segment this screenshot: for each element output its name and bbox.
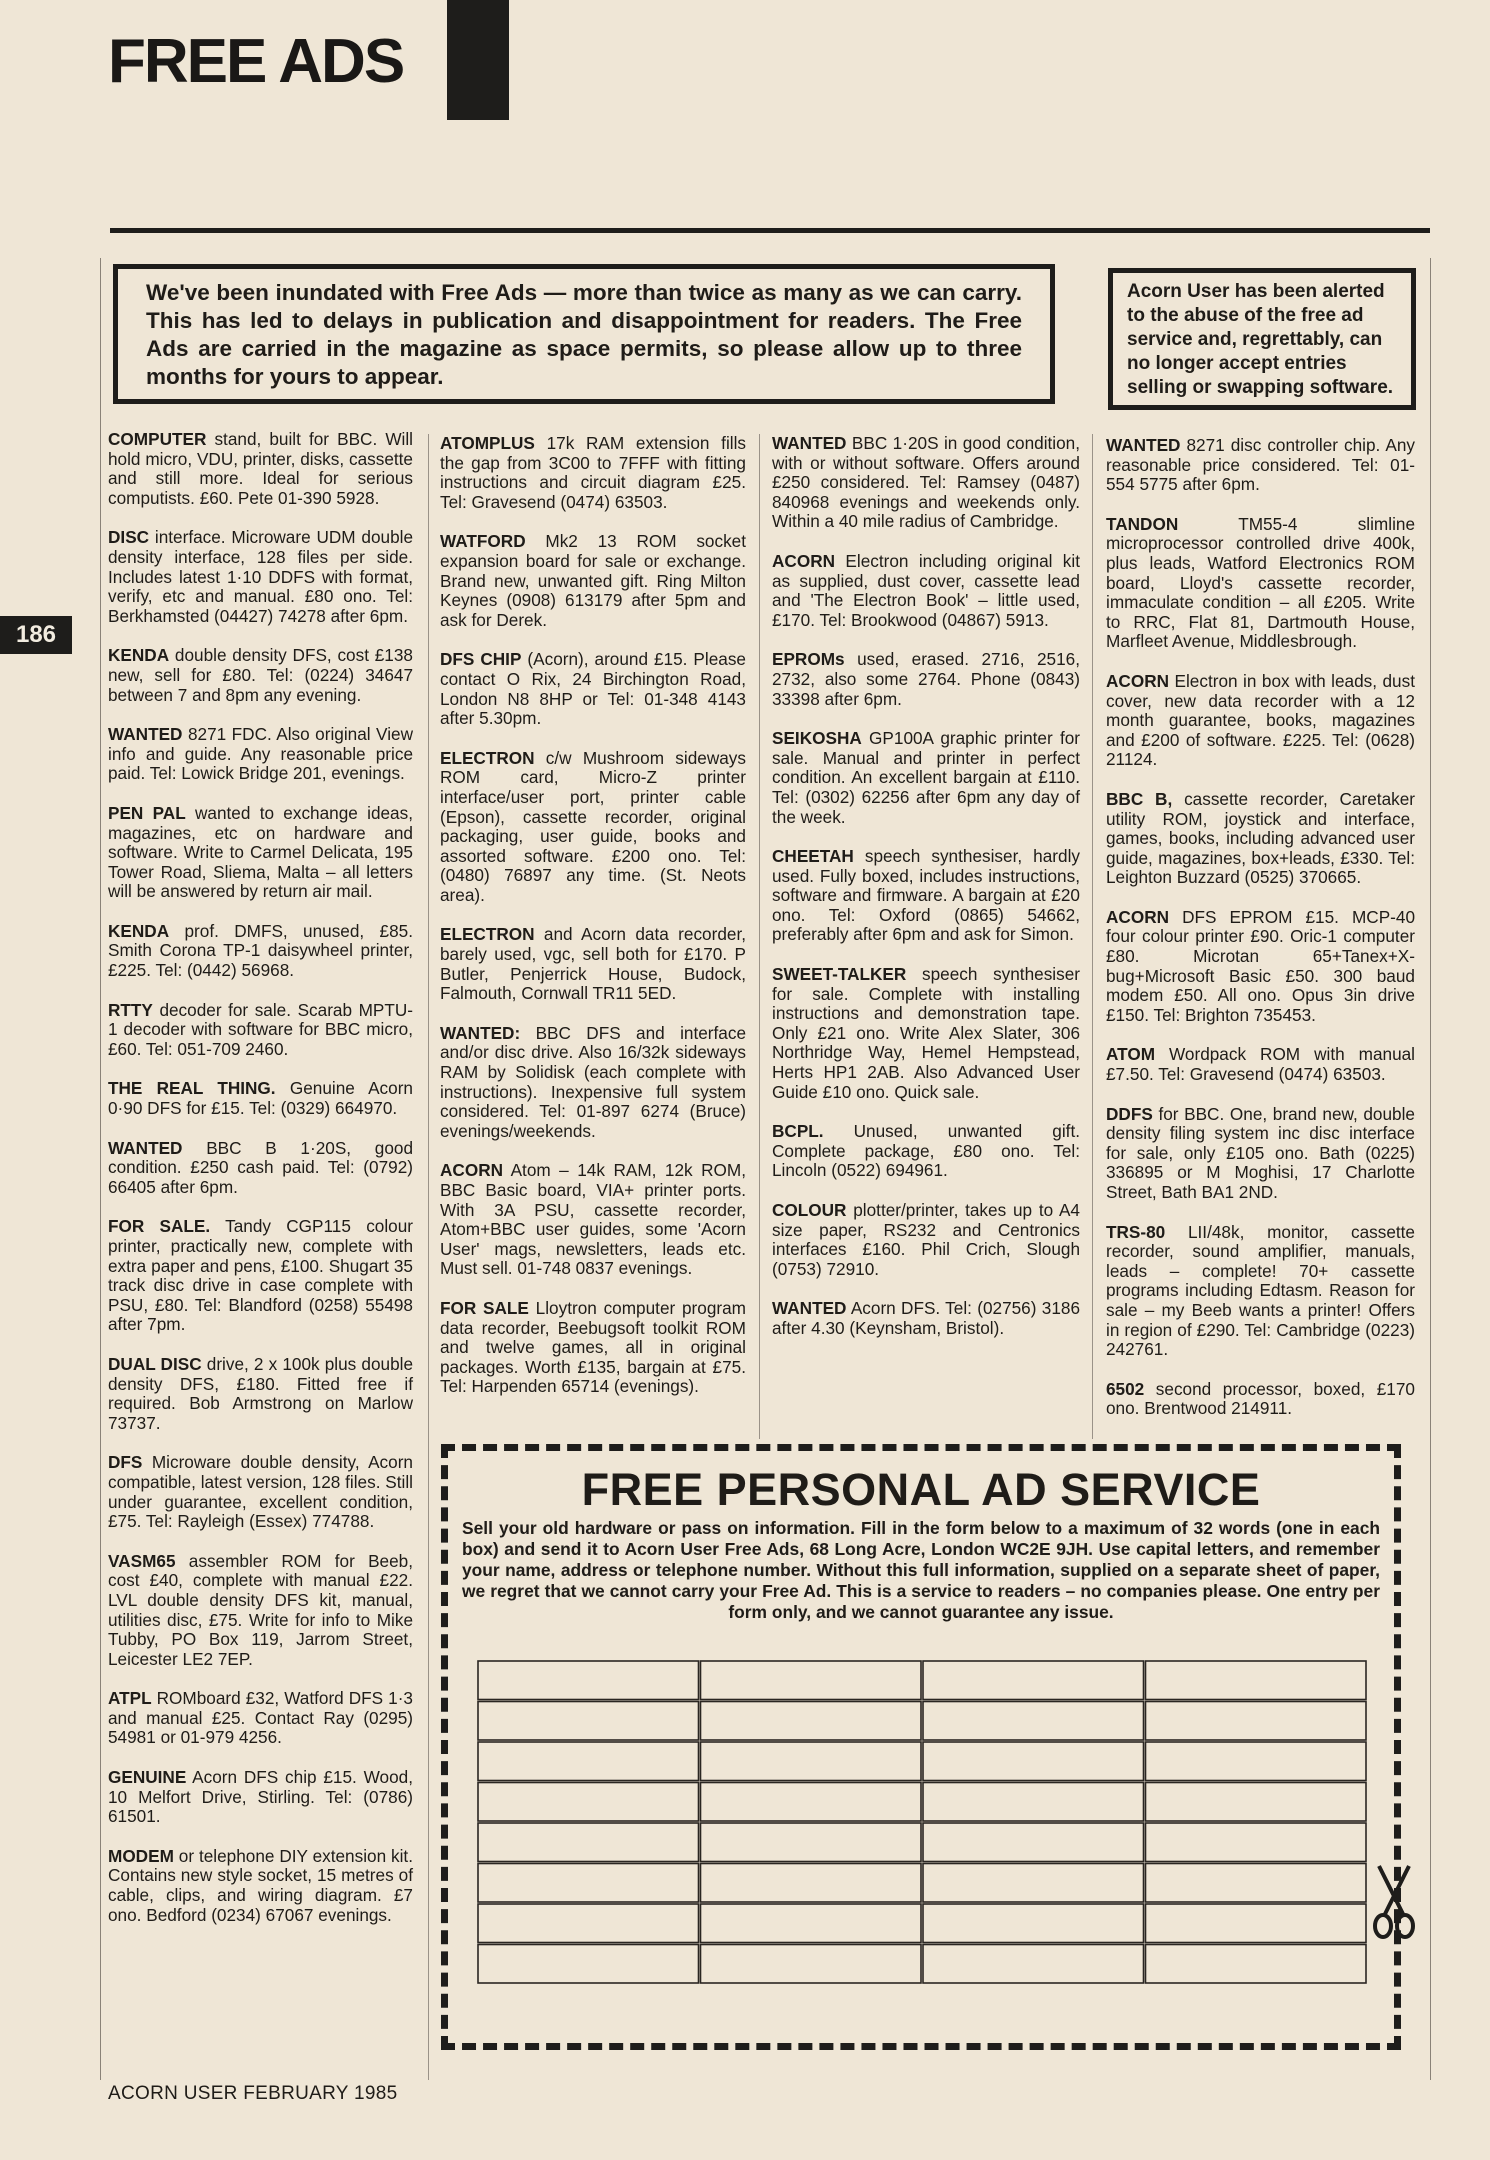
ad-keyword: ATPL [108,1688,152,1709]
ad-text: Atom – 14k RAM, 12k ROM, BBC Basic board, VIA+ printer ports. With 3A PSU, cassette recorder, Atom+BBC user guides, some 'Acorn User' mags, newsletters, leads etc. Must sell. 01-748 0837 evenings. [440,1160,746,1279]
classified-ad [108,1355,413,1433]
word-box[interactable] [478,1783,699,1822]
top-rule [110,228,1430,233]
word-box[interactable] [701,1904,922,1943]
ad-text: BBC DFS and interface and/or disc drive. Also 16/32k sideways RAM by Solidisk (each complete with instructions). Inexpensive full system considered. Tel: 01-897 6274 (Bruce) evenings/weekends. [440,1022,746,1141]
word-box[interactable] [478,1742,699,1781]
ad-text: used, erased. 2716, 2516, 2732, also some 2764. Phone (0843) 33398 after 6pm. [772,649,1080,709]
ad-keyword: COLOUR [772,1200,847,1220]
classified-ad [440,925,746,1003]
ad-text: 8271 disc controller chip. Any reasonable price considered. Tel: 01-554 5775 after 6pm. [1106,435,1415,495]
classified-ad [1106,672,1415,770]
ad-keyword: FOR SALE. [108,1216,211,1237]
ad-text: (Acorn), around £15. Please contact O Rix, 24 Birchington Road, London N8 8HP or Tel: 01-348 4143 after 5.30pm. [440,649,746,729]
classified-ad [108,1453,413,1531]
classified-ad [108,1001,413,1060]
classified-ad [108,1768,413,1827]
word-box[interactable] [478,1904,699,1943]
classified-ad [772,1201,1080,1279]
classified-ad [440,1161,746,1279]
ad-keyword: COMPUTER [108,429,207,449]
classified-ad [440,532,746,630]
ad-text: BBC 1·20S in good condition, with or without software. Offers around £250 considered. Tel: Ramsey (0487) 840968 evenings and weekends only. Within a 40 mile radius of Cambridge. [772,433,1081,532]
ad-keyword: KENDA [108,920,170,941]
ad-keyword: EPROMs [772,649,845,670]
ad-text: Mk2 13 ROM socket expansion board for sale or exchange. Brand new, unwanted gift. Ring Milton Keynes (0908) 613179 after 5pm and ask for Derek. [440,531,747,630]
ad-keyword: BBC B, [1106,788,1173,809]
ad-text: Microware double density, Acorn compatible, latest version, 128 files. Still under guarantee, excellent condition, £75. Tel: Rayleigh (Essex) 774788. [108,1452,413,1532]
ad-text: second processor, boxed, £170 ono. Brentwood 214911. [1106,1378,1415,1419]
ad-keyword: WANTED [772,433,847,453]
ad-keyword: THE REAL THING. [108,1078,276,1099]
form-title: FREE PERSONAL AD SERVICE [581,1464,1261,1515]
classified-ad [772,1299,1080,1338]
classified-ad [772,965,1080,1102]
word-box[interactable] [923,1783,1144,1822]
word-entry-grid [477,1660,1367,1984]
ad-text: DFS EPROM £15. MCP-40 four colour printer £90. Oric-1 computer £80. Microtan 65+Tanex+X-bug+Microsoft Basic £50. 300 baud modem £50. All ono. Opus 3in drive £150. Tel: Brighton 735453. [1106,906,1416,1025]
word-box[interactable] [701,1945,922,1984]
classified-ad [440,650,746,728]
classified-ad [108,1689,413,1748]
ad-text: cassette recorder, Caretaker utility ROM, joystick and interface, games, books, including advanced user guide, magazines, box+leads, £330. Tel: Leighton Buzzard (0525) 370665. [1106,788,1416,888]
word-box[interactable] [1146,1661,1367,1700]
ad-keyword: ACORN [1106,670,1170,691]
word-box[interactable] [478,1864,699,1903]
classified-ad [108,725,413,784]
ad-keyword: DISC [108,527,150,548]
page-title: FREE ADS [108,27,404,96]
ad-text: Genuine Acorn 0·90 DFS for £15. Tel: (0329) 664970. [108,1078,413,1119]
ad-text: Unused, unwanted gift. Complete package, £80 ono. Tel: Lincoln (0522) 694961. [772,1121,1080,1181]
word-box[interactable] [1146,1945,1367,1984]
ad-keyword: SWEET-TALKER [772,964,907,985]
ad-keyword: DFS CHIP [440,649,522,670]
classified-ad [108,922,413,981]
ad-keyword: SEIKOSHA [772,728,862,749]
word-box[interactable] [923,1661,1144,1700]
word-box[interactable] [478,1945,699,1984]
ad-keyword: ACORN [440,1160,504,1181]
ad-keyword: ELECTRON [440,924,535,945]
ads-column-2 [440,434,746,1417]
word-box[interactable] [923,1823,1144,1862]
classified-ad [108,804,413,902]
ad-text: Acorn DFS. Tel: (02756) 3186 after 4.30 (Keynsham, Bristol). [772,1298,1081,1338]
ad-text: Electron in box with leads, dust cover, new data recorder with a 12 month guarantee, books, magazines and £200 of software. £225. Tel: (0628) 21124. [1106,670,1415,770]
ad-keyword: ATOMPLUS [440,433,535,453]
ad-keyword: WANTED [108,1137,183,1158]
classified-ad [108,646,413,705]
ad-keyword: DFS [108,1452,143,1473]
ad-text: Tandy CGP115 colour printer, practically new, complete with extra paper and pens, £100. Shugart 35 track disc drive in case complete with PSU, £80. Tel: Blandford (0258) 55498 after 7pm. [108,1216,414,1335]
classified-ad [772,1122,1080,1181]
classified-ad [108,430,413,508]
classified-ad [1106,790,1415,888]
classified-ad [1106,515,1415,652]
word-box[interactable] [701,1783,922,1822]
ad-text: assembler ROM for Beeb, cost £40, complete with manual £22. LVL double density DFS kit, manual, utilities disc, £75. Write for info to Mike Tubby, PO Box 119, Jarrom Street, Leicester LE2 7EP. [108,1550,414,1669]
classified-ad [440,749,746,906]
ad-text: plotter/printer, takes up to A4 size paper, RS232 and Centronics interfaces £160. Phil Crich, Slough (0753) 72910. [772,1200,1080,1279]
ad-text: LII/48k, monitor, cassette recorder, sound amplifier, manuals, leads – complete! 70+ cassette programs including Edtasm. Reason for sale – my Beeb wants a printer! Offers in region of £290. Tel: Cambridge (0223) 242761. [1106,1221,1415,1360]
ad-keyword: TANDON [1106,513,1179,534]
ad-text: or telephone DIY extension kit. Contains new style socket, 15 metres of cable, clips, and wiring diagram. £7 ono. Bedford (0234) 67067 evenings. [108,1845,413,1925]
ad-keyword: ELECTRON [440,747,535,768]
classified-ad [772,552,1080,630]
ad-keyword: MODEM [108,1845,174,1866]
word-box[interactable] [1146,1783,1367,1822]
classified-ad [440,1024,746,1142]
right-page-rule [1430,258,1431,2080]
classified-ad [1106,1380,1415,1419]
classified-ad [440,1299,746,1397]
ad-text: drive, 2 x 100k plus double density DFS, £180. Fitted free if required. Bob Armstrong on Marlow 73737. [108,1353,413,1433]
ad-keyword: WANTED [108,724,183,745]
header-black-bar [447,0,509,120]
left-page-rule [100,258,101,2080]
word-box[interactable] [701,1742,922,1781]
page-number: 186 [0,616,72,654]
ad-text: interface. Microware UDM double density interface, 128 files per side. Includes latest 1·10 DDFS with format, verify, etc and manual. £80 ono. Tel: Berkhamsted (04427) 74278 after 6pm. [108,527,414,626]
word-box[interactable] [923,1742,1144,1781]
ad-text: for BBC. One, brand new, double density filing system inc disc interface for sale, only £105 ono. Bath (0225) 336895 or M Moghisi, 17 Charlotte Street, Bath BA1 2ND. [1106,1103,1415,1202]
ad-text: decoder for sale. Scarab MPTU-1 decoder with software for BBC micro, £60. Tel: 051-709 2460. [108,999,413,1059]
ad-keyword: WATFORD [440,531,526,552]
ad-text: c/w Mushroom sideways ROM card, Micro-Z printer interface/user port, printer cable (Epson), cassette recorder, original packaging, user guide, books and assorted software. £200 ono. Tel: (0480) 76897 any time. (St. Neots area). [440,747,746,905]
ad-text: double density DFS, cost £138 new, sell for £80. Tel: (0224) 34647 between 7 and 8pm any evening. [108,645,413,705]
classified-ad [1106,1045,1415,1084]
ad-text: speech synthesiser for sale. Complete with installing instructions and demonstration tape. Only £21 ono. Write Alex Slater, 306 Northridge Way, Hemel Hempstead, Herts HP1 2AB. Also Advanced User Guide £10 ono. Quick sale. [772,964,1080,1102]
word-box[interactable] [478,1661,699,1700]
word-box[interactable] [701,1823,922,1862]
ad-keyword: PEN PAL [108,802,186,823]
word-box[interactable] [1146,1742,1367,1781]
ads-column-4 [1106,436,1415,1439]
word-box[interactable] [923,1945,1144,1984]
ad-keyword: ACORN [772,550,836,571]
notice-box: We've been inundated with Free Ads — more than twice as many as we can carry. This has led to delays in publication and disappointment for readers. The Free Ads are carried in the magazine as space permits, so please allow up to three months for yours to appear. [113,264,1055,404]
ad-keyword: WANTED [772,1298,847,1319]
ad-keyword: VASM65 [108,1550,176,1571]
classified-ad [772,847,1080,945]
ad-text: 17k RAM extension fills the gap from 3C00 to 7FFF with fitting instructions and circuit diagram £25. Tel: Gravesend (0474) 63503. [440,433,746,512]
ad-text: Acorn DFS chip £15. Wood, 10 Melfort Drive, Stirling. Tel: (0786) 61501. [108,1767,413,1827]
classified-ad [108,1847,413,1925]
word-box[interactable] [1146,1823,1367,1862]
classified-ad [1106,908,1415,1026]
footer-issue: ACORN USER FEBRUARY 1985 [108,2083,398,2104]
ad-text: TM55-4 slimline microprocessor controlled drive 400k, plus leads, Watford Electronics ROM board, Lloyd's cassette recorder, immaculate condition – all £205. Write to RRC, Flat 81, Dartmouth House, Marfleet Avenue, Middlesbrough. [1106,513,1416,652]
ad-text: speech synthesiser, hardly used. Fully boxed, includes instructions, software and firmware. A bargain at £20 ono. Tel: Oxford (0865) 54662, preferably after 6pm and ask for Simon. [772,846,1080,945]
ad-text: Wordpack ROM with manual £7.50. Tel: Gravesend (0474) 63503. [1106,1044,1416,1085]
classified-ad [772,650,1080,709]
ad-text: and Acorn data recorder, barely used, vgc, sell both for £170. P Butler, Penjerrick House, Budock, Falmouth, Cornwall TR11 5ED. [440,924,746,1004]
ad-keyword: ACORN [1106,906,1170,927]
word-box[interactable] [701,1661,922,1700]
ad-text: prof. DMFS, unused, £85. Smith Corona TP-1 daisywheel printer, £225. Tel: (0442) 56968. [108,920,413,981]
ad-text: wanted to exchange ideas, magazines, etc on hardware and software. Write to Carmel Delicata, 195 Tower Road, Sliema, Malta – all letters will be answered by return air mail. [108,802,413,902]
classified-ad [1106,436,1415,495]
word-box[interactable] [701,1864,922,1903]
ad-keyword: WANTED: [440,1022,521,1043]
software-warning-box: Acorn User has been alerted to the abuse of the free ad service and, regrettably, can no longer accept entries selling or swapping software. [1108,268,1416,410]
word-box[interactable] [923,1702,1144,1741]
ad-text: Electron including original kit as supplied, dust cover, cassette lead and 'The Electron Book' – little used, £170. Tel: Brookwood (04867) 5913. [772,550,1080,630]
ads-column-1 [108,430,413,1945]
word-box[interactable] [1146,1864,1367,1903]
ad-keyword: WANTED [1106,435,1181,455]
word-box[interactable] [478,1823,699,1862]
ads-column-3 [772,434,1080,1359]
word-box[interactable] [701,1702,922,1741]
classified-ad [108,1079,413,1118]
ad-text: ROMboard £32, Watford DFS 1·3 and manual £25. Contact Ray (0295) 54981 or 01-979 4256. [108,1688,413,1748]
classified-ad [772,729,1080,827]
ad-text: Lloytron computer program data recorder, Beebugsoft toolkit ROM and twelve games, all in original packages. Worth £135, bargain at £75. Tel: Harpenden 65714 (evenings). [440,1297,746,1397]
classified-ad [108,528,413,626]
ad-text: GP100A graphic printer for sale. Manual and printer in perfect condition. An excellent bargain at £110. Tel: (0302) 62256 after 6pm any day of the week. [772,728,1080,827]
ad-keyword: DDFS [1106,1103,1153,1124]
ad-keyword: BCPL. [772,1121,824,1142]
ad-keyword: CHEETAH [772,846,854,867]
classified-ad [108,1217,413,1335]
scissors-icon [1371,1862,1417,1952]
classified-ad [772,434,1080,532]
classified-ad [108,1139,413,1198]
column-divider [1092,434,1093,1439]
classified-ad [440,434,746,512]
ad-keyword: ATOM [1106,1044,1156,1065]
ad-keyword: TRS-80 [1106,1221,1166,1242]
ad-keyword: DUAL DISC [108,1353,202,1374]
column-divider [428,434,429,2080]
word-box[interactable] [923,1864,1144,1903]
ad-text: stand, built for BBC. Will hold micro, VDU, printer, disks, cassette and still more. Ideal for serious computists. £60. Pete 01-390 5928. [108,429,413,508]
ad-keyword: FOR SALE [440,1297,529,1318]
classified-ad [1106,1105,1415,1203]
word-box[interactable] [478,1702,699,1741]
word-box[interactable] [1146,1702,1367,1741]
classified-ad [1106,1223,1415,1360]
classified-ad [108,1552,413,1670]
ad-keyword: GENUINE [108,1767,187,1788]
ad-keyword: RTTY [108,999,153,1020]
ad-text: 8271 FDC. Also original View info and guide. Any reasonable price paid. Tel: Lowick Bridge 201, evenings. [108,724,413,784]
column-divider [759,434,760,1439]
ad-keyword: KENDA [108,645,170,666]
word-box[interactable] [1146,1904,1367,1943]
form-instructions: Sell your old hardware or pass on information. Fill in the form below to a maximum of 32 words (one in each box) and send it to Acorn User Free Ads, 68 Long Acre, London WC2E 9JH. Use capital letters, and remember your name, address or telephone number. Without this full information, supplied on a separate sheet of paper, we regret that we cannot carry your Free Ad. This is a service to readers – no companies please. One entry per form only, and we cannot guarantee any issue. [462,1518,1380,1622]
ad-text: BBC B 1·20S, good condition. £250 cash paid. Tel: (0792) 66405 after 6pm. [108,1137,413,1197]
ad-keyword: 6502 [1106,1378,1145,1399]
word-box[interactable] [923,1904,1144,1943]
